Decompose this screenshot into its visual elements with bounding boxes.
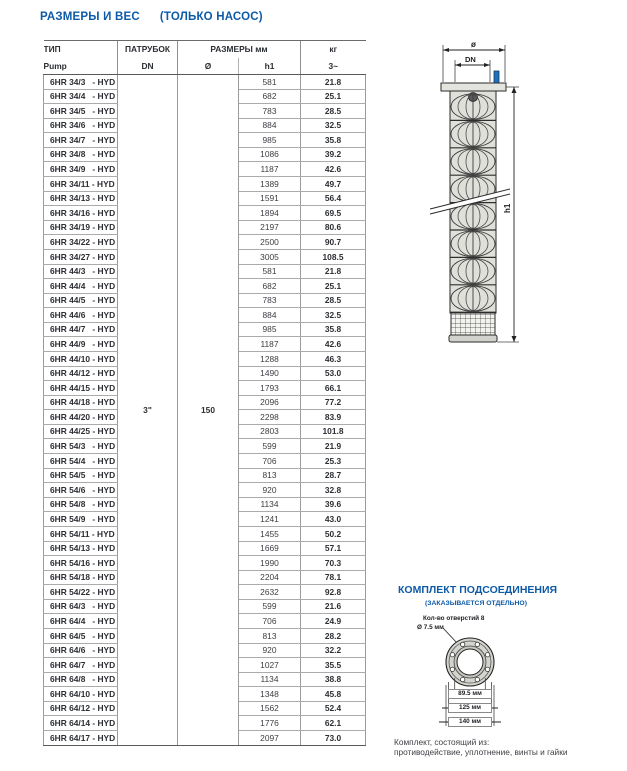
- header-type-ru: ТИП: [44, 41, 118, 58]
- h1-value-cell: 1027: [239, 658, 301, 673]
- kg-value-cell: 42.6: [301, 162, 366, 177]
- table-header: [44, 41, 366, 75]
- diameter-value-cell: 150: [178, 75, 239, 746]
- h1-value-cell: 813: [239, 468, 301, 483]
- h1-value-cell: 581: [239, 264, 301, 279]
- h1-value-cell: 2803: [239, 424, 301, 439]
- pump-type-cell: 6HR 34/9 - HYD: [44, 162, 118, 177]
- h1-value-cell: 813: [239, 628, 301, 643]
- kg-value-cell: 66.1: [301, 381, 366, 396]
- flange-dim-outer: 140 мм: [448, 717, 492, 727]
- h1-value-cell: 1669: [239, 541, 301, 556]
- h1-value-cell: 2197: [239, 220, 301, 235]
- pump-type-cell: 6HR 64/6 - HYD: [44, 643, 118, 658]
- pump-type-cell: 6HR 54/3 - HYD: [44, 439, 118, 454]
- pump-type-cell: 6HR 34/5 - HYD: [44, 104, 118, 119]
- pump-type-cell: 6HR 34/19 - HYD: [44, 220, 118, 235]
- h1-value-cell: 599: [239, 599, 301, 614]
- pump-type-cell: 6HR 54/9 - HYD: [44, 512, 118, 527]
- pump-type-cell: 6HR 64/3 - HYD: [44, 599, 118, 614]
- pump-type-cell: 6HR 34/27 - HYD: [44, 249, 118, 264]
- kg-value-cell: 57.1: [301, 541, 366, 556]
- h1-value-cell: 985: [239, 133, 301, 148]
- kg-value-cell: 80.6: [301, 220, 366, 235]
- h1-value-cell: 783: [239, 104, 301, 119]
- pump-type-cell: 6HR 44/9 - HYD: [44, 337, 118, 352]
- kg-value-cell: 90.7: [301, 235, 366, 250]
- kg-value-cell: 62.1: [301, 716, 366, 731]
- kg-value-cell: 70.3: [301, 556, 366, 571]
- pump-type-cell: 6HR 54/6 - HYD: [44, 483, 118, 498]
- pump-dn-label: DN: [465, 55, 476, 64]
- kg-value-cell: 21.8: [301, 75, 366, 90]
- pump-type-cell: 6HR 34/4 - HYD: [44, 89, 118, 104]
- pump-type-cell: 6HR 54/4 - HYD: [44, 454, 118, 469]
- pump-type-cell: 6HR 34/6 - HYD: [44, 118, 118, 133]
- pump-type-cell: 6HR 54/11 - HYD: [44, 526, 118, 541]
- h1-value-cell: 2632: [239, 585, 301, 600]
- h1-value-cell: 706: [239, 454, 301, 469]
- kg-value-cell: 92.8: [301, 585, 366, 600]
- pump-dia-label: ø: [471, 40, 476, 49]
- pump-type-cell: 6HR 64/5 - HYD: [44, 628, 118, 643]
- kg-value-cell: 83.9: [301, 410, 366, 425]
- h1-value-cell: 920: [239, 483, 301, 498]
- h1-value-cell: 2097: [239, 731, 301, 746]
- pump-type-cell: 6HR 54/18 - HYD: [44, 570, 118, 585]
- h1-value-cell: 783: [239, 293, 301, 308]
- h1-value-cell: 920: [239, 643, 301, 658]
- kit-title: КОМПЛЕКТ ПОДСОЕДИНЕНИЯ: [398, 584, 558, 596]
- kg-value-cell: 25.3: [301, 454, 366, 469]
- flange-dim-middle: 125 мм: [448, 703, 492, 713]
- kg-value-cell: 73.0: [301, 731, 366, 746]
- pump-type-cell: 6HR 54/16 - HYD: [44, 556, 118, 571]
- dn-value-cell: 3": [118, 75, 178, 746]
- h1-value-cell: 2298: [239, 410, 301, 425]
- h1-value-cell: 1288: [239, 351, 301, 366]
- pump-type-cell: 6HR 44/15 - HYD: [44, 381, 118, 396]
- pump-type-cell: 6HR 64/10 - HYD: [44, 687, 118, 702]
- pump-type-cell: 6HR 64/7 - HYD: [44, 658, 118, 673]
- pump-table-body: [44, 75, 366, 746]
- kg-value-cell: 39.6: [301, 497, 366, 512]
- h1-value-cell: 884: [239, 118, 301, 133]
- pump-type-cell: 6HR 64/8 - HYD: [44, 672, 118, 687]
- pump-type-cell: 6HR 54/8 - HYD: [44, 497, 118, 512]
- flange-dim-inner: 89.5 мм: [448, 689, 492, 699]
- kg-value-cell: 108.5: [301, 249, 366, 264]
- h1-value-cell: 985: [239, 322, 301, 337]
- header-branch-ru: ПАТРУБОК: [118, 41, 178, 58]
- kg-value-cell: 21.8: [301, 264, 366, 279]
- h1-value-cell: 3005: [239, 249, 301, 264]
- kg-value-cell: 35.8: [301, 133, 366, 148]
- pump-type-cell: 6HR 34/8 - HYD: [44, 147, 118, 162]
- kg-value-cell: 28.7: [301, 468, 366, 483]
- pump-diagram: [420, 35, 590, 355]
- pump-type-cell: 6HR 54/5 - HYD: [44, 468, 118, 483]
- kg-value-cell: 45.8: [301, 687, 366, 702]
- pump-type-cell: 6HR 44/10 - HYD: [44, 351, 118, 366]
- flange-hole-diameter-label: Ø 7.5 мм: [417, 624, 444, 631]
- kg-value-cell: 32.5: [301, 308, 366, 323]
- kg-value-cell: 24.9: [301, 614, 366, 629]
- kg-value-cell: 28.5: [301, 293, 366, 308]
- h1-value-cell: 884: [239, 308, 301, 323]
- kg-value-cell: 53.0: [301, 366, 366, 381]
- dimensions-weight-table: [43, 40, 366, 746]
- h1-value-cell: 1134: [239, 672, 301, 687]
- pump-type-cell: 6HR 44/12 - HYD: [44, 366, 118, 381]
- h1-value-cell: 1894: [239, 206, 301, 221]
- header-kg: кг: [301, 41, 366, 58]
- h1-value-cell: 1793: [239, 381, 301, 396]
- pump-type-cell: 6HR 44/25 - HYD: [44, 424, 118, 439]
- header-phase: 3~: [301, 58, 366, 75]
- pump-type-cell: 6HR 34/22 - HYD: [44, 235, 118, 250]
- table-row: [44, 75, 366, 90]
- page-title-sub: (ТОЛЬКО НАСОС): [159, 11, 263, 23]
- kg-value-cell: 56.4: [301, 191, 366, 206]
- h1-value-cell: 1562: [239, 701, 301, 716]
- kg-value-cell: 78.1: [301, 570, 366, 585]
- header-type-en: Pump: [44, 58, 118, 75]
- kg-value-cell: 50.2: [301, 526, 366, 541]
- header-h1: h1: [239, 58, 301, 75]
- kg-value-cell: 42.6: [301, 337, 366, 352]
- kg-value-cell: 69.5: [301, 206, 366, 221]
- kg-value-cell: 21.9: [301, 439, 366, 454]
- kg-value-cell: 25.1: [301, 89, 366, 104]
- kg-value-cell: 28.2: [301, 628, 366, 643]
- h1-value-cell: 1086: [239, 147, 301, 162]
- kit-note-line2: противодействие, уплотнение, винты и гайки: [394, 747, 568, 757]
- kit-subtitle: (ЗАКАЗЫВАЕТСЯ ОТДЕЛЬНО): [424, 600, 527, 607]
- pump-type-cell: 6HR 54/13 - HYD: [44, 541, 118, 556]
- pump-type-cell: 6HR 34/13 - HYD: [44, 191, 118, 206]
- kg-value-cell: 28.5: [301, 104, 366, 119]
- h1-value-cell: 1187: [239, 337, 301, 352]
- pump-type-cell: 6HR 44/4 - HYD: [44, 279, 118, 294]
- kg-value-cell: 52.4: [301, 701, 366, 716]
- kg-value-cell: 49.7: [301, 177, 366, 192]
- header-dimensions: РАЗМЕРЫ мм: [178, 41, 301, 58]
- h1-value-cell: 682: [239, 89, 301, 104]
- kg-value-cell: 32.8: [301, 483, 366, 498]
- h1-value-cell: 1776: [239, 716, 301, 731]
- h1-value-cell: 682: [239, 279, 301, 294]
- h1-value-cell: 1348: [239, 687, 301, 702]
- h1-value-cell: 599: [239, 439, 301, 454]
- kg-value-cell: 25.1: [301, 279, 366, 294]
- h1-value-cell: 2500: [239, 235, 301, 250]
- page-title-main: РАЗМЕРЫ И ВЕС: [40, 11, 140, 23]
- pump-type-cell: 6HR 44/7 - HYD: [44, 322, 118, 337]
- kg-value-cell: 21.6: [301, 599, 366, 614]
- kg-value-cell: 77.2: [301, 395, 366, 410]
- h1-value-cell: 1591: [239, 191, 301, 206]
- kg-value-cell: 38.8: [301, 672, 366, 687]
- flange-holes-count-label: Кол-во отверстий 8: [423, 615, 485, 622]
- pump-type-cell: 6HR 44/3 - HYD: [44, 264, 118, 279]
- pump-type-cell: 6HR 64/12 - HYD: [44, 701, 118, 716]
- pump-h1-label: h1: [503, 203, 512, 213]
- pump-type-cell: 6HR 44/6 - HYD: [44, 308, 118, 323]
- h1-value-cell: 1990: [239, 556, 301, 571]
- kg-value-cell: 43.0: [301, 512, 366, 527]
- pump-type-cell: 6HR 44/20 - HYD: [44, 410, 118, 425]
- pump-type-cell: 6HR 34/16 - HYD: [44, 206, 118, 221]
- pump-type-cell: 6HR 34/11 - HYD: [44, 177, 118, 192]
- h1-value-cell: 1187: [239, 162, 301, 177]
- kg-value-cell: 32.5: [301, 118, 366, 133]
- pump-type-cell: 6HR 64/17 - HYD: [44, 731, 118, 746]
- pump-type-cell: 6HR 44/5 - HYD: [44, 293, 118, 308]
- kit-note: [394, 737, 567, 757]
- kg-value-cell: 35.8: [301, 322, 366, 337]
- h1-value-cell: 2096: [239, 395, 301, 410]
- kg-value-cell: 46.3: [301, 351, 366, 366]
- page-title: [40, 11, 263, 23]
- pump-type-cell: 6HR 64/14 - HYD: [44, 716, 118, 731]
- kg-value-cell: 35.5: [301, 658, 366, 673]
- h1-value-cell: 2204: [239, 570, 301, 585]
- h1-value-cell: 1241: [239, 512, 301, 527]
- h1-value-cell: 1134: [239, 497, 301, 512]
- kg-value-cell: 101.8: [301, 424, 366, 439]
- pump-type-cell: 6HR 34/3 - HYD: [44, 75, 118, 90]
- pump-type-cell: 6HR 54/22 - HYD: [44, 585, 118, 600]
- h1-value-cell: 1455: [239, 526, 301, 541]
- kit-note-line1: Комплект, состоящий из:: [394, 737, 490, 747]
- h1-value-cell: 1490: [239, 366, 301, 381]
- h1-value-cell: 1389: [239, 177, 301, 192]
- pump-type-cell: 6HR 34/7 - HYD: [44, 133, 118, 148]
- kg-value-cell: 32.2: [301, 643, 366, 658]
- header-diameter: Ø: [178, 58, 239, 75]
- h1-value-cell: 706: [239, 614, 301, 629]
- pump-type-cell: 6HR 64/4 - HYD: [44, 614, 118, 629]
- h1-value-cell: 581: [239, 75, 301, 90]
- kg-value-cell: 39.2: [301, 147, 366, 162]
- header-dn: DN: [118, 58, 178, 75]
- pump-type-cell: 6HR 44/18 - HYD: [44, 395, 118, 410]
